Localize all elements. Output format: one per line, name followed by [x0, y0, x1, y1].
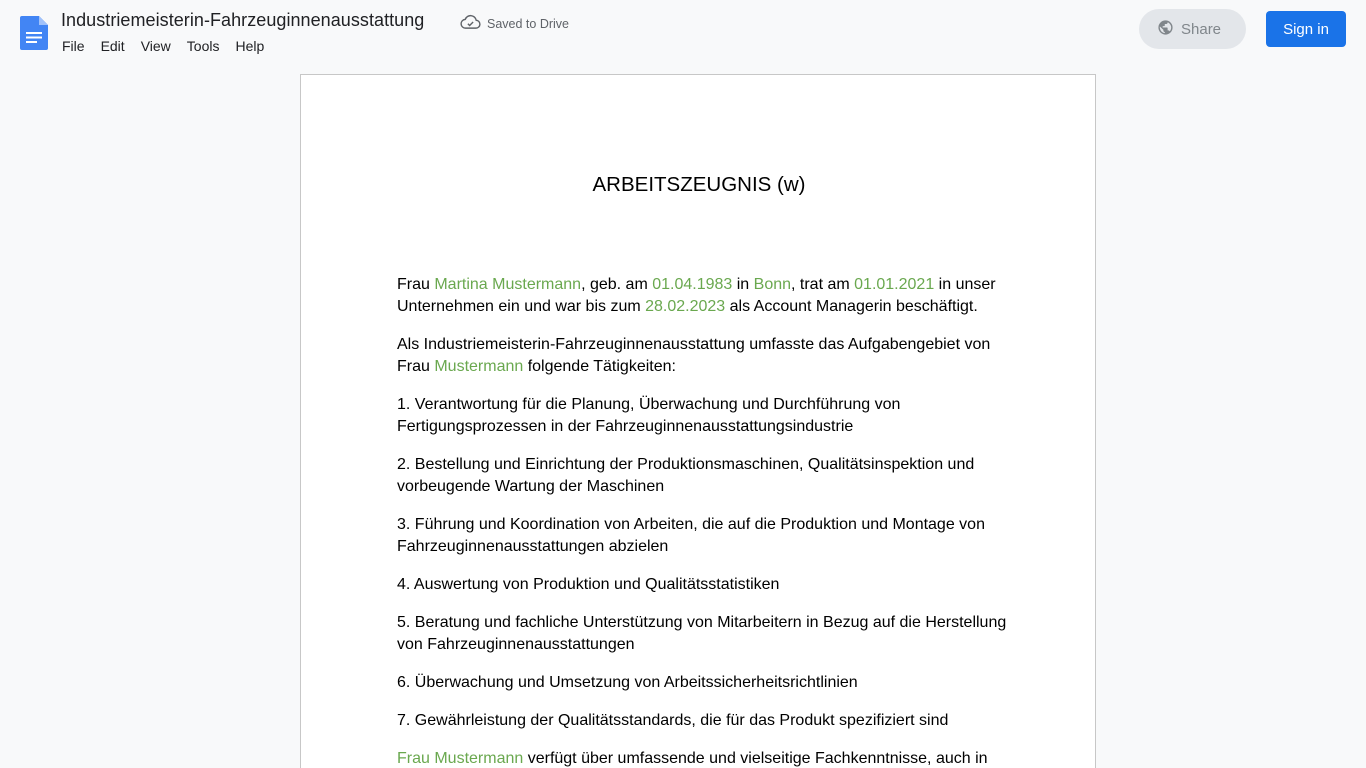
placeholder-field: Frau Mustermann: [397, 750, 524, 767]
placeholder-field: Mustermann: [434, 358, 524, 375]
document-heading: ARBEITSZEUGNIS (w): [592, 173, 806, 196]
document-paragraph: [397, 334, 1007, 378]
placeholder-field: Bonn: [753, 276, 792, 293]
placeholder-field: 28.02.2023: [645, 298, 726, 315]
text-run: , geb. am: [581, 276, 653, 293]
top-bar: [0, 0, 1366, 62]
share-button-label: Share: [1181, 20, 1222, 38]
text-run: 6. Überwachung und Umsetzung von Arbeitssicherheitsrichtlinien: [397, 674, 858, 691]
menu-view[interactable]: View: [140, 38, 171, 54]
text-run: Als Industriemeisterin-Fahrzeuginnenausstattung umfasste das Aufgabengebiet von Frau: [397, 336, 991, 375]
text-run: 4. Auswertung von Produktion und Qualitätsstatistiken: [397, 576, 780, 593]
text-run: in unser Unternehmen ein und war bis zum: [397, 276, 996, 315]
menu-help[interactable]: Help: [235, 38, 265, 54]
placeholder-field: 01.04.1983: [652, 276, 733, 293]
document-paragraph: [397, 574, 1007, 596]
placeholder-field: 01.01.2021: [854, 276, 935, 293]
save-status-label: Saved to Drive: [487, 16, 569, 31]
document-title[interactable]: Industriemeisterin-Fahrzeuginnenausstattung: [61, 10, 425, 30]
text-run: 3. Führung und Koordination von Arbeiten, die auf die Produktion und Montage von Fahrzeuginnenausstattungen abzielen: [397, 516, 985, 555]
cloud-done-icon: [460, 14, 481, 33]
placeholder-field: Martina Mustermann: [434, 276, 582, 293]
text-run: 2. Bestellung und Einrichtung der Produktionsmaschinen, Qualitätsinspektion und vorbeugende Wartung der Maschinen: [397, 456, 975, 495]
document-paragraph: [397, 394, 1007, 438]
menu-tools[interactable]: Tools: [186, 38, 220, 54]
text-run: in: [732, 276, 754, 293]
document-page[interactable]: [300, 74, 1096, 768]
sign-in-button[interactable]: Sign in: [1266, 11, 1346, 47]
text-run: folgende Tätigkeiten:: [523, 358, 676, 375]
text-run: 1. Verantwortung für die Planung, Überwachung und Durchführung von Fertigungsprozessen in der Fahrzeuginnenausstattungsindustrie: [397, 396, 901, 435]
text-run: Frau: [397, 276, 435, 293]
globe-icon: [1157, 19, 1174, 40]
document-paragraph: [397, 672, 1007, 694]
document-paragraph: [397, 454, 1007, 498]
google-docs-icon[interactable]: [20, 16, 48, 50]
menu-edit[interactable]: Edit: [100, 38, 125, 54]
text-run: 7. Gewährleistung der Qualitätsstandards, die für das Produkt spezifiziert sind: [397, 712, 949, 729]
text-run: 5. Beratung und fachliche Unterstützung von Mitarbeitern in Bezug auf die Herstellung von Fahrzeuginnenausstattungen: [397, 614, 1007, 653]
document-paragraph: [397, 514, 1007, 558]
save-status[interactable]: [460, 14, 569, 33]
document-paragraph: [397, 274, 1007, 318]
text-run: verfügt über umfassende und vielseitige Fachkenntnisse, auch in: [523, 750, 988, 767]
menu-file[interactable]: File: [62, 38, 85, 54]
text-run: als Account Managerin beschäftigt.: [725, 298, 978, 315]
text-run: , trat am: [791, 276, 855, 293]
document-body: [397, 274, 1007, 768]
share-button[interactable]: [1139, 9, 1246, 49]
document-paragraph: [397, 710, 1007, 732]
menu-bar: [54, 36, 272, 56]
document-paragraph: [397, 748, 1007, 768]
document-paragraph: [397, 612, 1007, 656]
